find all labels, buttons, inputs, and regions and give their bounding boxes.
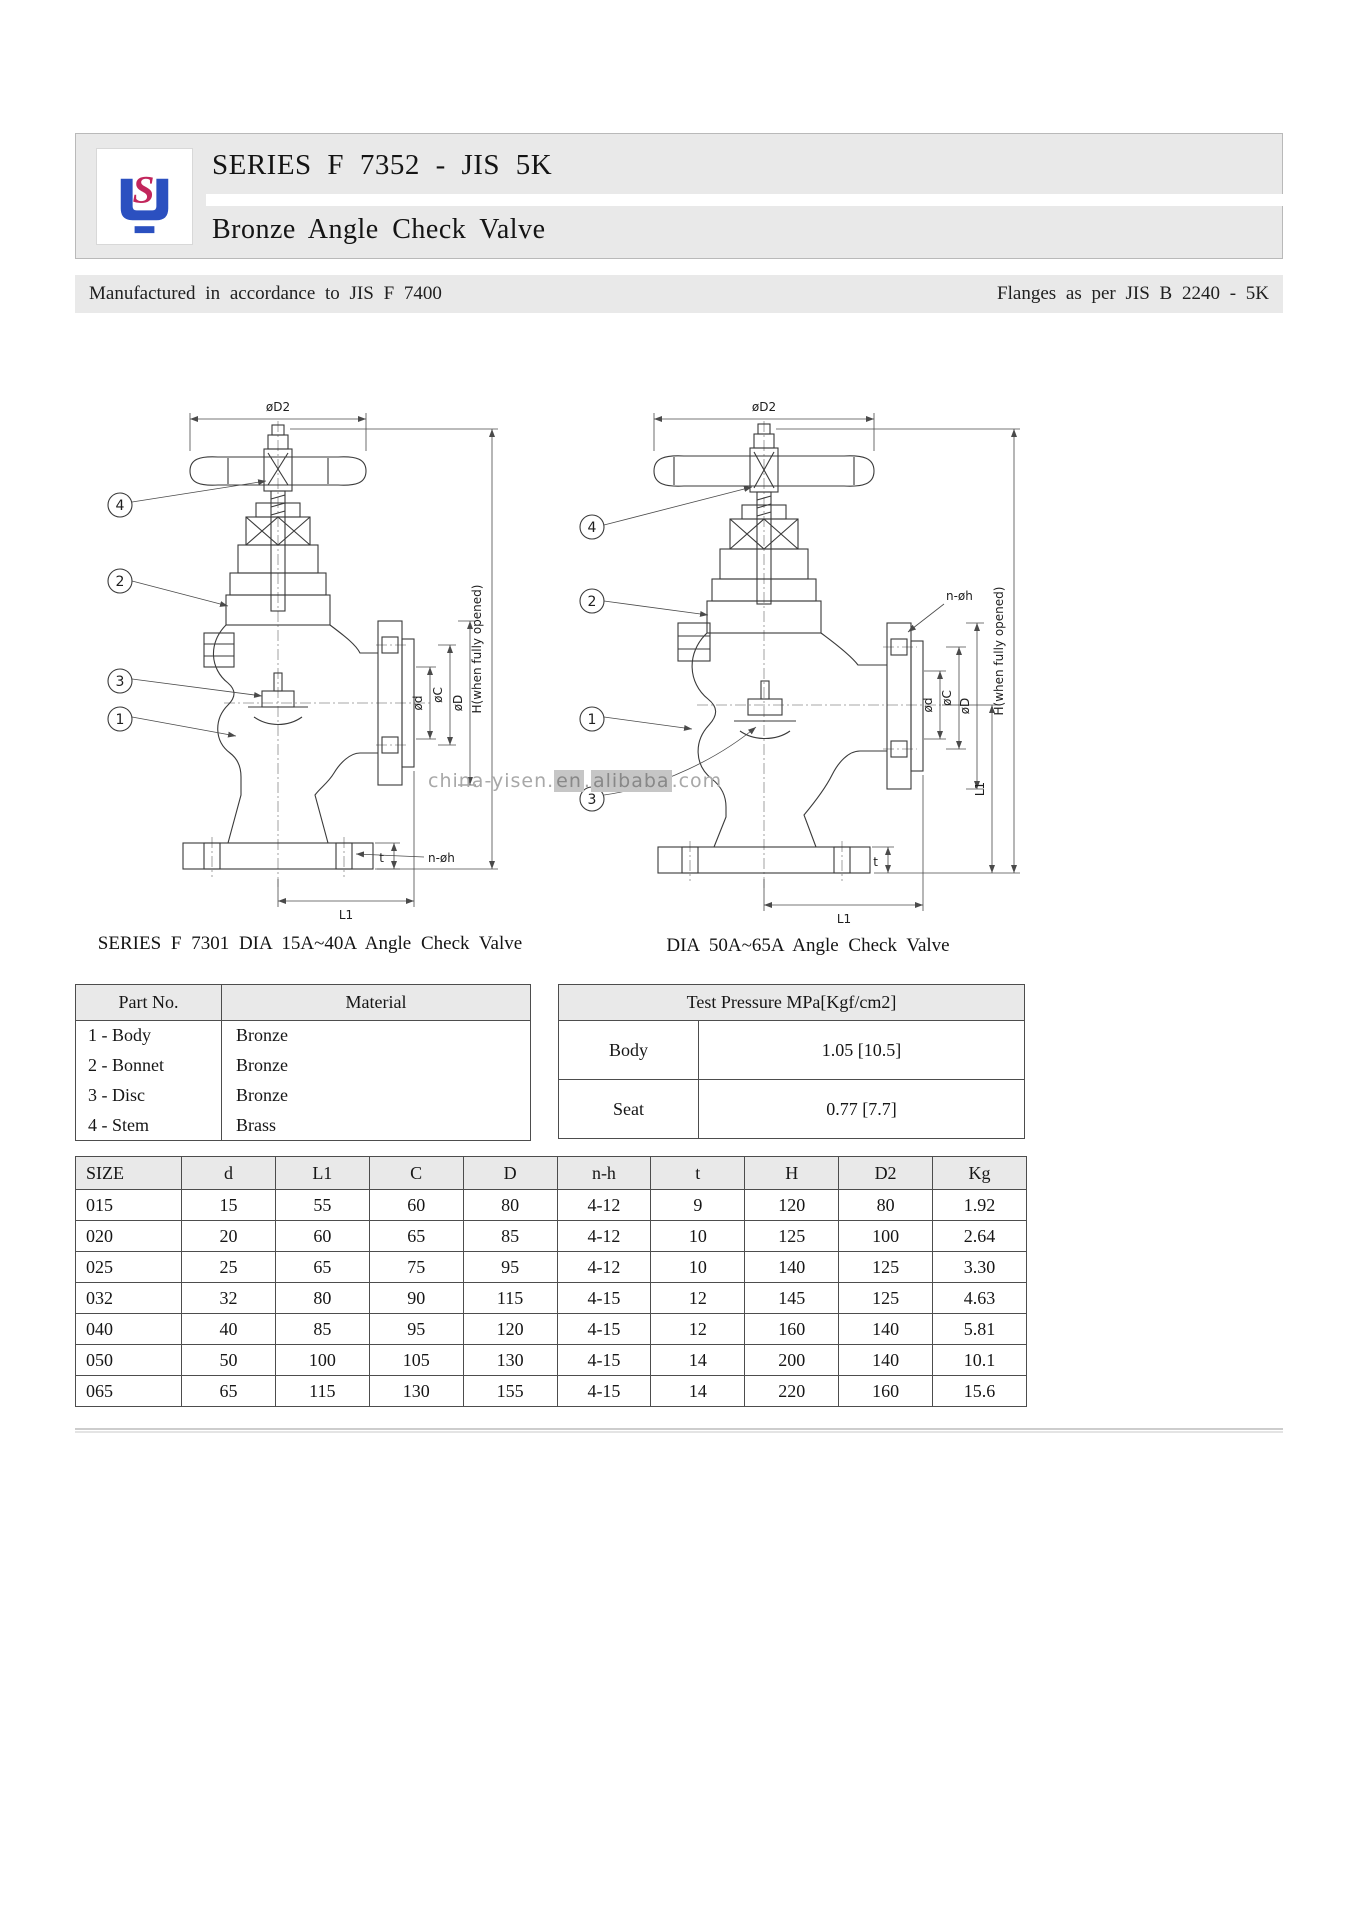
table-cell: 4-12 — [557, 1190, 651, 1221]
callout-4: 4 — [587, 520, 597, 536]
dim-label-nh: n-øh — [946, 589, 973, 603]
pressure-table-title: Test Pressure MPa[Kgf/cm2] — [559, 985, 1025, 1021]
column-header: Material — [222, 985, 531, 1021]
dim-label-flange-od: øD — [451, 694, 465, 712]
valve-body — [692, 633, 887, 847]
table-cell: 025 — [76, 1252, 182, 1283]
dim-label-bolt-circle: øC — [431, 687, 445, 703]
table-cell: 10 — [651, 1221, 745, 1252]
table-cell: 4-15 — [557, 1345, 651, 1376]
outlet-flange — [887, 623, 923, 789]
table-cell: 160 — [839, 1376, 933, 1407]
dim-label-l1-vertical: L1 — [973, 781, 987, 797]
table-cell: 0.77 [7.7] — [699, 1080, 1025, 1139]
dimension-lines — [190, 413, 498, 907]
table-cell: 140 — [745, 1252, 839, 1283]
dim-label-d2: øD2 — [265, 400, 291, 414]
table-cell: 14 — [651, 1345, 745, 1376]
dimensions-table-body — [76, 1190, 1027, 1407]
table-cell: 80 — [275, 1283, 369, 1314]
table-cell: 12 — [651, 1314, 745, 1345]
table-cell: Brass — [222, 1111, 531, 1141]
dim-label-t: t — [379, 851, 384, 865]
table-cell: 20 — [182, 1221, 276, 1252]
table-row — [559, 1080, 1025, 1139]
dim-label-bore: ød — [921, 697, 935, 713]
column-header: H — [745, 1157, 839, 1190]
column-header: C — [369, 1157, 463, 1190]
watermark-text: . — [583, 770, 591, 792]
table-cell: 95 — [369, 1314, 463, 1345]
table-cell: 4 - Stem — [76, 1111, 222, 1141]
table-cell: 50 — [182, 1345, 276, 1376]
callout-3: 3 — [115, 674, 125, 690]
table-cell: 10 — [651, 1252, 745, 1283]
materials-table-body — [76, 1021, 531, 1141]
table-cell: 65 — [182, 1376, 276, 1407]
table-row — [76, 1221, 1027, 1252]
table-cell: 115 — [275, 1376, 369, 1407]
table-row — [76, 1081, 531, 1111]
table-cell: 200 — [745, 1345, 839, 1376]
table-cell: 80 — [463, 1190, 557, 1221]
table-cell: 4-12 — [557, 1221, 651, 1252]
valve-body — [213, 625, 378, 843]
dim-label-bolt-circle: øC — [940, 690, 954, 706]
table-cell: 040 — [76, 1314, 182, 1345]
watermark-text: .com — [671, 770, 723, 792]
bonnet — [678, 505, 821, 661]
valve-drawing-50a-65a — [562, 385, 1032, 965]
test-pressure-table — [558, 984, 1025, 1139]
flange-note: Flanges as per JIS B 2240 - 5K — [997, 283, 1269, 304]
callout-2: 2 — [115, 574, 125, 590]
table-cell: 032 — [76, 1283, 182, 1314]
watermark-text: en — [556, 770, 582, 792]
callout-3: 3 — [587, 792, 597, 808]
watermark-text: alibaba — [592, 770, 670, 792]
dim-label-h: H(when fully opened) — [470, 584, 484, 714]
pressure-header-row — [559, 985, 1025, 1021]
callout-2: 2 — [587, 594, 597, 610]
dim-label-d2: øD2 — [751, 400, 777, 414]
product-title: Bronze Angle Check Valve — [212, 214, 546, 245]
table-cell: 140 — [839, 1314, 933, 1345]
table-cell: Body — [559, 1021, 699, 1080]
manufacture-note: Manufactured in accordance to JIS F 7400 — [89, 283, 442, 304]
table-cell: 220 — [745, 1376, 839, 1407]
dim-label-bore: ød — [411, 695, 425, 711]
table-cell: Bronze — [222, 1021, 531, 1051]
table-cell: 4-15 — [557, 1283, 651, 1314]
table-cell: 065 — [76, 1376, 182, 1407]
table-cell: 4.63 — [933, 1283, 1027, 1314]
header — [75, 133, 1283, 259]
table-row — [76, 1314, 1027, 1345]
dim-label-h: H(when fully opened) — [992, 586, 1006, 716]
table-cell: 020 — [76, 1221, 182, 1252]
dimensions-header-row — [76, 1157, 1027, 1190]
table-row — [76, 1190, 1027, 1221]
table-row — [76, 1021, 531, 1051]
right-drawing-caption: DIA 50A~65A Angle Check Valve — [666, 935, 950, 956]
table-cell: 12 — [651, 1283, 745, 1314]
table-cell: 140 — [839, 1345, 933, 1376]
table-cell: 40 — [182, 1314, 276, 1345]
materials-table — [75, 984, 531, 1141]
column-header: d — [182, 1157, 276, 1190]
table-cell: 90 — [369, 1283, 463, 1314]
table-cell: 9 — [651, 1190, 745, 1221]
table-cell: 125 — [745, 1221, 839, 1252]
table-cell: 120 — [745, 1190, 839, 1221]
table-cell: 4-12 — [557, 1252, 651, 1283]
table-cell: 100 — [839, 1221, 933, 1252]
table-cell: 60 — [369, 1190, 463, 1221]
pressure-table-body — [559, 1021, 1025, 1139]
table-cell: 145 — [745, 1283, 839, 1314]
table-cell: 60 — [275, 1221, 369, 1252]
callouts — [108, 481, 266, 736]
table-row — [76, 1111, 531, 1141]
table-cell: 105 — [369, 1345, 463, 1376]
table-cell: 14 — [651, 1376, 745, 1407]
table-cell: 1 - Body — [76, 1021, 222, 1051]
left-drawing-caption: SERIES F 7301 DIA 15A~40A Angle Check Valve — [97, 933, 523, 954]
table-cell: 32 — [182, 1283, 276, 1314]
table-cell: 80 — [839, 1190, 933, 1221]
callout-1: 1 — [587, 712, 597, 728]
table-row — [76, 1252, 1027, 1283]
table-cell: 75 — [369, 1252, 463, 1283]
table-cell: 130 — [369, 1376, 463, 1407]
dim-label-l1: L1 — [338, 908, 354, 922]
table-cell: 125 — [839, 1283, 933, 1314]
table-cell: 15.6 — [933, 1376, 1027, 1407]
logo-letter: S — [132, 167, 155, 212]
column-header: Part No. — [76, 985, 222, 1021]
company-logo — [96, 148, 193, 245]
column-header: Kg — [933, 1157, 1027, 1190]
dim-label-l1: L1 — [836, 912, 852, 926]
valve-drawing-15a-40a — [78, 385, 538, 955]
column-header: L1 — [275, 1157, 369, 1190]
table-cell: 4-15 — [557, 1314, 651, 1345]
column-header: D — [463, 1157, 557, 1190]
table-cell: 3 - Disc — [76, 1081, 222, 1111]
subheader — [75, 275, 1283, 313]
callout-1: 1 — [115, 712, 125, 728]
table-cell: 100 — [275, 1345, 369, 1376]
table-cell: 1.05 [10.5] — [699, 1021, 1025, 1080]
dimensions-table — [75, 1156, 1027, 1407]
table-row — [559, 1021, 1025, 1080]
column-header: t — [651, 1157, 745, 1190]
table-cell: 10.1 — [933, 1345, 1027, 1376]
table-cell: 55 — [275, 1190, 369, 1221]
table-cell: 85 — [463, 1221, 557, 1252]
table-cell: 160 — [745, 1314, 839, 1345]
materials-header-row — [76, 985, 531, 1021]
title-divider — [206, 194, 1283, 206]
table-row — [76, 1345, 1027, 1376]
table-cell: Bronze — [222, 1081, 531, 1111]
table-cell: 85 — [275, 1314, 369, 1345]
table-cell: 125 — [839, 1252, 933, 1283]
table-cell: Seat — [559, 1080, 699, 1139]
table-cell: 5.81 — [933, 1314, 1027, 1345]
table-cell: 95 — [463, 1252, 557, 1283]
callout-4: 4 — [115, 498, 125, 514]
table-row — [76, 1376, 1027, 1407]
disc — [748, 699, 782, 715]
column-header: SIZE — [76, 1157, 182, 1190]
bonnet — [204, 503, 330, 667]
table-cell: 2 - Bonnet — [76, 1051, 222, 1081]
column-header: D2 — [839, 1157, 933, 1190]
dimension-lines — [654, 413, 1020, 911]
table-cell: 65 — [275, 1252, 369, 1283]
dim-label-flange-od: øD — [958, 697, 972, 715]
table-cell: 3.30 — [933, 1252, 1027, 1283]
table-cell: 25 — [182, 1252, 276, 1283]
table-row — [76, 1051, 531, 1081]
dim-label-t: t — [873, 855, 878, 869]
table-cell: 15 — [182, 1190, 276, 1221]
series-title: SERIES F 7352 - JIS 5K — [212, 149, 553, 181]
table-cell: 155 — [463, 1376, 557, 1407]
dim-label-nh: n-øh — [428, 851, 455, 865]
table-row — [76, 1283, 1027, 1314]
watermark — [428, 770, 722, 792]
table-cell: 015 — [76, 1190, 182, 1221]
table-cell: Bronze — [222, 1051, 531, 1081]
logo-icon — [97, 149, 192, 244]
table-cell: 1.92 — [933, 1190, 1027, 1221]
table-cell: 115 — [463, 1283, 557, 1314]
watermark-text: china-yisen. — [428, 770, 555, 792]
table-cell: 130 — [463, 1345, 557, 1376]
table-cell: 2.64 — [933, 1221, 1027, 1252]
table-cell: 050 — [76, 1345, 182, 1376]
table-cell: 4-15 — [557, 1376, 651, 1407]
table-cell: 120 — [463, 1314, 557, 1345]
table-cell: 65 — [369, 1221, 463, 1252]
footer-divider — [75, 1428, 1283, 1433]
column-header: n-h — [557, 1157, 651, 1190]
